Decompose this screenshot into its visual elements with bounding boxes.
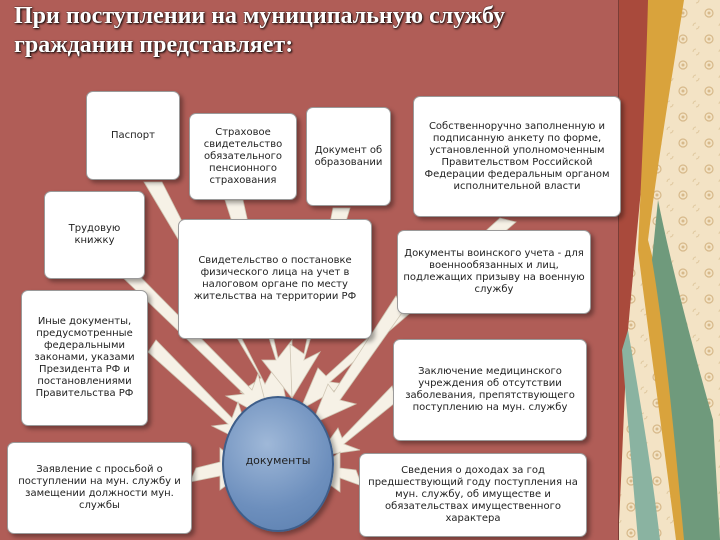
box-military-documents: Документы воинского учета - для военнообязанных и лиц, подлежащих призыву на военную службу (397, 230, 591, 314)
center-documents-circle (222, 396, 334, 532)
slide-title: При поступлении на муниципальную службу гражданин представляет: (14, 3, 506, 58)
box-tax-registration: Свидетельство о постановке физического лица на учет в налоговом органе по месту жительства на территории РФ (178, 219, 372, 339)
box-application: Заявление с просьбой о поступлении на мун. службу и замещении должности мун. службы (7, 442, 192, 534)
box-other-documents: Иные документы, предусмотренные федеральными законами, указами Президента РФ и постановлениями Правительства РФ (21, 290, 148, 426)
box-medical-conclusion: Заключение медицинского учреждения об отсутствии заболевания, препятствующего поступлению на мун. службу (393, 339, 587, 441)
box-questionnaire: Собственноручно заполненную и подписанную анкету по форме, установленной уполномоченным Правительством Российской Федерации федеральным органом исполнительной власти (413, 96, 621, 217)
center-label: документы (245, 454, 311, 467)
box-income-info: Сведения о доходах за год предшествующий году поступления на мун. службу, об имуществе и обязательствах имущественного характера (359, 453, 587, 537)
box-work-book: Трудовую книжку (44, 191, 145, 279)
box-education-document: Документ об образовании (306, 107, 391, 206)
box-insurance-certificate: Страховое свидетельство обязательного пенсионного страхования (189, 113, 297, 200)
box-passport: Паспорт (86, 91, 180, 180)
